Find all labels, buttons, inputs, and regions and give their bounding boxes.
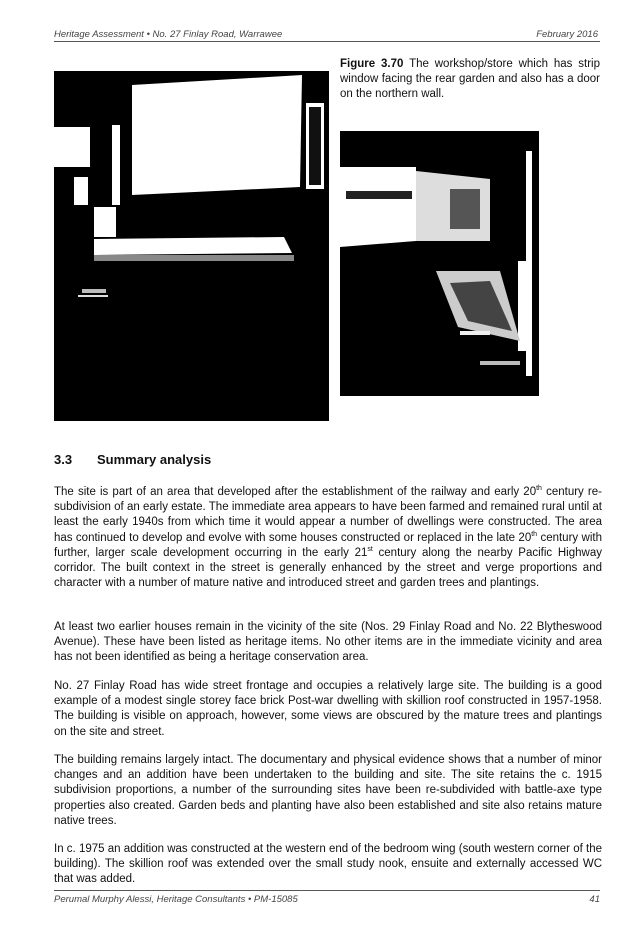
footer-author: Perumal Murphy Alessi, Heritage Consultants • PM-15085 bbox=[54, 894, 298, 905]
workshop-photo-window-image bbox=[340, 131, 539, 396]
superscript-th: th bbox=[536, 485, 542, 493]
paragraph-site-context bbox=[54, 485, 602, 591]
header-date: February 2016 bbox=[536, 29, 598, 40]
superscript-st: st bbox=[367, 545, 373, 553]
paragraph-building-intactness: The building remains largely intact. The documentary and physical evidence shows that a number of minor changes and an addition have been undertaken to the building and site. The site retains the c. 1915 subdivision proportions, a number of the surrounding sites have been re-subdivided with battle-axe type properties also created. Garden beds and planting have also been established and site also retains mature native trees. bbox=[54, 754, 602, 827]
workshop-photo-interior bbox=[54, 57, 329, 421]
figure-caption-text: The workshop/store which has strip window facing the rear garden and also has a door on the northern wall. bbox=[340, 58, 600, 100]
section-number: 3.3 bbox=[54, 452, 73, 467]
paragraph-1-part-b: century re-subdivision of an early estate. The immediate area appears to have been farmed and remained rural until at least the early 1940s from which time it would appear a number of dwellings were constructed. The area has continued to develop and evolve with some houses constructed or replaced in the late 20 bbox=[54, 486, 602, 544]
section-title: Summary analysis bbox=[97, 452, 212, 467]
paragraph-building-description: No. 27 Finlay Road has wide street frontage and occupies a relatively large site. The building is a good example of a modest single storey face brick Post-war dwelling with skillion roof constructed in 1957-1958. The building is visible on approach, however, some views are obscured by the mature trees and plantings on the site and street. bbox=[54, 680, 602, 738]
footer-rule bbox=[54, 890, 600, 891]
paragraph-1975-addition: In c. 1975 an addition was constructed at the western end of the bedroom wing (south western corner of the building). The skillion roof was extended over the small study nook, ensuite and externally accessed WC that was added. bbox=[54, 843, 602, 886]
paragraph-1-part-c: century with further, larger scale development occurring in the early 21 bbox=[54, 531, 602, 559]
page-number: 41 bbox=[589, 894, 600, 905]
workshop-photo-interior-image bbox=[54, 57, 329, 421]
section-heading bbox=[54, 452, 211, 467]
paragraph-1-part-d: century along the nearby Pacific Highway corridor. The built context in the street is generally enhanced by the street and verge proportions and character with a number of mature native and introduced street and garden trees and plantings. bbox=[54, 546, 602, 590]
running-footer bbox=[54, 894, 600, 908]
header-document-title: Heritage Assessment • No. 27 Finlay Road, Warrawee bbox=[54, 29, 283, 40]
workshop-photo-window bbox=[340, 131, 539, 396]
superscript-th: th bbox=[531, 530, 538, 538]
header-rule bbox=[54, 41, 600, 42]
paragraph-nearby-heritage: At least two earlier houses remain in the vicinity of the site (Nos. 29 Finlay Road and No. 22 Blytheswood Avenue). These have been listed as heritage items. No other items are in the immediate vicinity and area has not been identified as being a heritage conservation area. bbox=[54, 621, 602, 664]
figure-label: Figure 3.70 bbox=[340, 58, 404, 70]
figure-caption bbox=[340, 57, 600, 102]
paragraph-1-part-a: The site is part of an area that developed after the establishment of the railway and early 20 bbox=[54, 486, 537, 498]
